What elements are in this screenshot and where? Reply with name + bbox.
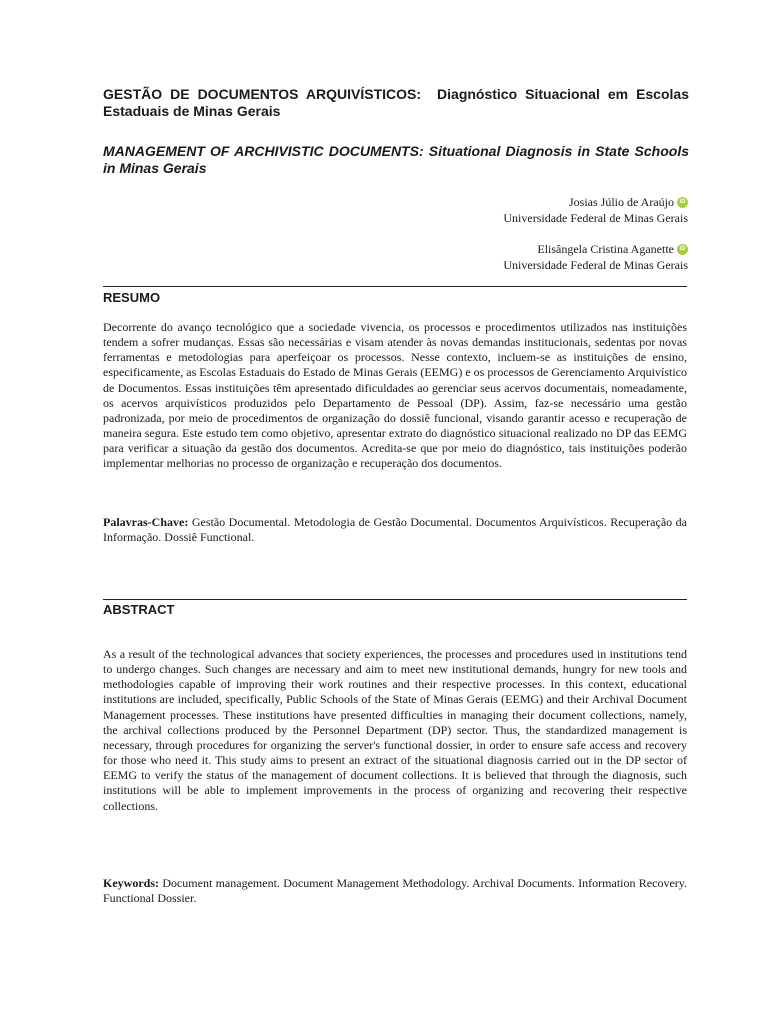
title-portuguese-main: GESTÃO DE DOCUMENTOS ARQUIVÍSTICOS: <box>103 86 422 102</box>
title-english <box>103 143 689 177</box>
keywords-label: Palavras-Chave: <box>103 515 189 529</box>
abstract-text: As a result of the technological advances that society experiences, the processes and procedures used in institutions tend to undergo changes. Such changes are necessary and aim to meet new institutional demands, hungry for new tools and methodologies capable of improving their work routines and their respective processes. In this context, educational institutions are included, specifically, Public Schools of the State of Minas Gerais (EEMG) and their Archival Document Management processes. These institutions have presented difficulties in managing their document collections, namely, the archival collections produced by the Personnel Department (DP) sector. Thus, the standardized management is necessary, through procedures for organizing the server's functional dossier, in order to ensure safe access and recovery for those who need it. This study aims to present an extract of the situational diagnosis carried out in the DP sector of EEMG to verify the status of the management of document collections. It is believed that through the diagnosis, such institutions will be able to implement improvements in the process of organizing and recovering their respective collections. <box>103 647 687 813</box>
keywords-list: Document management. Document Management Methodology. Archival Documents. Information Recovery. Functional Dossier. <box>103 876 688 906</box>
orcid-icon[interactable]: iD <box>677 197 688 208</box>
abstract-keywords <box>103 876 687 906</box>
resumo-text: Decorrente do avanço tecnológico que a sociedade vivencia, os processos e procedimentos utilizados nas instituições tendem a sofrer mudanças. Essas são necessárias e visam atender às novas demandas institucionais, sedentas por novas ferramentas e metodologias para aperfeiçoar os processos. Nesse contexto, incluem-se as instituições de ensino, especificamente, as Escolas Estaduais do Estado de Minas Gerais (EEMG) e os processos de Gerenciamento Arquivístico de Documentos. Essas instituições têm apresentado dificuldades ao gerenciar seus acervos documentais, nomeadamente, os acervos arquivísticos produzidos pelo Departamento de Pessoal (DP). Assim, faz-se necessário uma gestão padronizada, por meio de procedimentos de organização do dossiê funcional, visando garantir acesso e recuperação de maneira segura. Este estudo tem como objetivo, apresentar extrato do diagnóstico situacional realizado no DP das EEMG para verificar a situação da gestão dos documentos. Acredita-se que por meio do diagnóstico, tais instituições poderão implementar melhorias no processo de organização e recuperação dos documentos. <box>103 320 687 471</box>
author-name: Elisângela Cristina Aganette <box>537 242 674 256</box>
title-portuguese <box>103 86 689 120</box>
abstract-heading: ABSTRACT <box>103 602 175 617</box>
author-affiliation: Universidade Federal de Minas Gerais <box>503 258 688 272</box>
title-portuguese-subtitle: Diagnóstico Situacional em Escolas Estaduais de Minas Gerais <box>103 86 689 119</box>
section-divider <box>103 599 687 600</box>
resumo-heading: RESUMO <box>103 290 161 305</box>
orcid-icon[interactable]: iD <box>677 244 688 255</box>
section-divider <box>103 286 687 287</box>
author-name: Josias Júlio de Araújo <box>569 195 674 209</box>
author-block-1 <box>503 194 688 226</box>
author-block-2 <box>503 241 688 273</box>
keywords-list: Gestão Documental. Metodologia de Gestão Documental. Documentos Arquivísticos. Recuperação da Informação. Dossiê Functional. <box>103 515 687 545</box>
keywords-label: Keywords: <box>103 876 159 890</box>
title-english-subtitle: Situational Diagnosis in State Schools in Minas Gerais <box>103 143 690 176</box>
title-english-main: MANAGEMENT OF ARCHIVISTIC DOCUMENTS: <box>103 143 424 159</box>
resumo-keywords <box>103 515 687 545</box>
author-affiliation: Universidade Federal de Minas Gerais <box>503 211 688 225</box>
